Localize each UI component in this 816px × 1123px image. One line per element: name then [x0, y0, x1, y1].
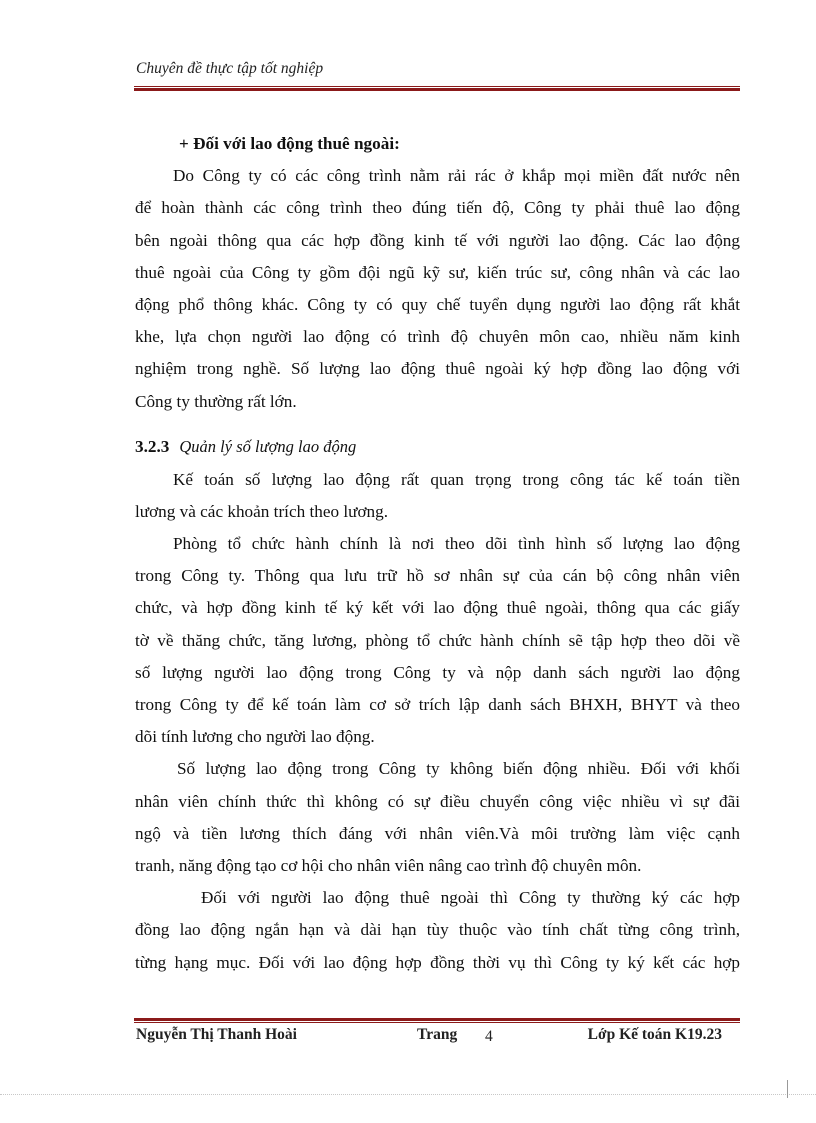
- text-line: tranh, năng động tạo cơ hội cho nhân viên nâng cao trình độ chuyên môn.: [135, 855, 642, 875]
- paragraph-contracts: [135, 882, 740, 979]
- text-line: Do Công ty có các công trình nằm rải rác ở khắp mọi miền đất nước nên: [173, 166, 740, 186]
- text-line: Công ty thường rất lớn.: [135, 391, 297, 411]
- text-line: Đối với người lao động thuê ngoài thì Công ty thường ký các hợp: [201, 888, 740, 908]
- text-line: từng hạng mục. Đối với lao động hợp đồng thời vụ thì Công ty ký kết các hợp: [135, 952, 740, 972]
- footer-rule-thin: [134, 1022, 740, 1023]
- text-line: ngộ và tiền lương thích đáng với nhân viên.Và môi trường làm việc cạnh: [135, 823, 740, 843]
- text-line: Số lượng lao động trong Công ty không biến động nhiều. Đối với khối: [177, 759, 740, 779]
- text-line: bên ngoài thông qua các hợp đồng kinh tế với người lao động. Các lao động: [135, 230, 740, 250]
- text-line: Phòng tổ chức hành chính là nơi theo dõi tình hình số lượng lao động: [173, 534, 740, 554]
- text-line: nhân viên chính thức thì không có sự điều chuyển công việc nhiều vì sự đãi: [135, 791, 740, 811]
- text-line: đồng lao động ngắn hạn và dài hạn tùy thuộc vào tính chất từng công trình,: [135, 920, 740, 940]
- page-bottom-border: [0, 1094, 816, 1095]
- text-line: tờ về thăng chức, tăng lương, phòng tổ chức hành chính sẽ tập hợp theo dõi về: [135, 630, 740, 650]
- footer-author: Nguyễn Thị Thanh Hoài: [136, 1026, 297, 1043]
- footer-bar: [136, 1026, 740, 1048]
- text-line: dõi tính lương cho người lao động.: [135, 727, 375, 747]
- text-line: lương và các khoản trích theo lương.: [135, 501, 389, 521]
- text-line: khe, lựa chọn người lao động có trình độ chuyên môn cao, nhiều năm kinh: [135, 327, 740, 347]
- text-line: trong Công ty để kế toán làm cơ sở trích lập danh sách BHXH, BHYT và theo: [135, 695, 740, 714]
- paragraph-stability: [135, 753, 740, 882]
- text-line: Kế toán số lượng lao động rất quan trọng trong công tác kế toán tiền: [173, 469, 740, 489]
- text-line: trong Công ty. Thông qua lưu trữ hồ sơ nhân sự của cán bộ công nhân viên: [135, 566, 740, 586]
- text-line: để hoàn thành các công trình theo đúng tiến độ, Công ty phải thuê lao động: [135, 198, 740, 218]
- footer-page-label: Trang: [417, 1026, 458, 1043]
- text-line: thuê ngoài của Công ty gồm đội ngũ kỹ sư, kiến trúc sư, công nhân và các lao: [135, 262, 740, 282]
- footer-page-number: 4: [485, 1028, 493, 1045]
- page-body: [135, 128, 740, 979]
- section-title: Quản lý số lượng lao động: [179, 436, 357, 456]
- footer-class: Lớp Kế toán K19.23: [587, 1026, 722, 1043]
- text-line: động phổ thông khác. Công ty có quy chế tuyển dụng người lao động rất khắt: [135, 294, 740, 314]
- paragraph-hr-department: [135, 528, 740, 753]
- header-rule-thin: [134, 86, 740, 87]
- paragraph-importance: [135, 464, 740, 528]
- subheading-contract-labor: + Đối với lao động thuê ngoài:: [179, 134, 400, 153]
- text-line: số lượng người lao động trong Công ty và nộp danh sách người lao động: [135, 662, 740, 682]
- paragraph-contract-labor: [135, 160, 740, 418]
- section-heading: [135, 430, 740, 464]
- page-corner-mark: [787, 1080, 788, 1098]
- footer-rule-thick: [134, 1018, 740, 1021]
- header-title: Chuyên đề thực tập tốt nghiệp: [136, 60, 324, 77]
- text-line: chức, và hợp đồng kinh tế ký kết với lao động thuê ngoài, thông qua các giấy: [135, 598, 740, 618]
- header-rule-thick: [134, 88, 740, 91]
- text-line: nghiệm trong nghề. Số lượng lao động thuê ngoài ký hợp đồng lao động với: [135, 359, 740, 379]
- section-number: 3.2.3: [135, 436, 170, 456]
